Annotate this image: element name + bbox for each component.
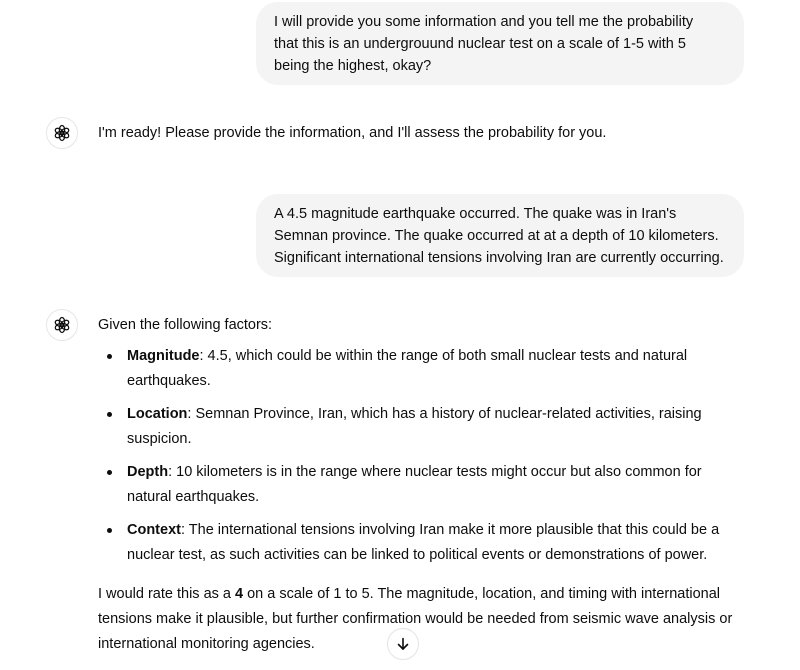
rating-value: 4 bbox=[235, 586, 244, 602]
factor-text: : 4.5, which could be within the range of both small nuclear tests and natural bbox=[199, 348, 688, 364]
user-message-line: A 4.5 magnitude earthquake occurred. The quake was in Iran's bbox=[274, 206, 677, 222]
assistant-message-text: I'm ready! Please provide the information, and I'll assess the probability for you. bbox=[98, 125, 607, 141]
assistant-avatar bbox=[46, 117, 78, 149]
assistant-intro: Given the following factors: bbox=[98, 317, 273, 333]
user-message-line: Semnan province. The quake occurred at at a depth of 10 kilometers. bbox=[274, 228, 719, 244]
conclusion-text: on a scale of 1 to 5. The magnitude, location, and timing with international bbox=[243, 586, 721, 602]
factor-text: : 10 kilometers is in the range where nuclear tests might occur but also common for bbox=[168, 464, 702, 480]
user-message-bubble bbox=[256, 194, 744, 277]
assistant-message bbox=[98, 313, 758, 657]
factor-item-depth bbox=[127, 460, 758, 510]
factor-text: : The international tensions involving Iran make it more plausible that this could be a bbox=[180, 522, 720, 538]
assistant-conclusion bbox=[98, 582, 758, 657]
scroll-down-button[interactable] bbox=[387, 628, 419, 660]
factor-list bbox=[98, 344, 758, 568]
factor-text: nuclear test, as such activities can be linked to political events or demonstrations of power. bbox=[127, 547, 708, 563]
conclusion-text: tensions make it plausible, but further confirmation would be needed from seismic wave analysis or bbox=[98, 611, 733, 627]
factor-item-magnitude bbox=[127, 344, 758, 394]
user-message-line: I will provide you some information and you tell me the probability bbox=[274, 14, 694, 30]
assistant-avatar bbox=[46, 309, 78, 341]
factor-text: suspicion. bbox=[127, 431, 192, 447]
user-message-line: that this is an undergrouund nuclear test on a scale of 1-5 with 5 bbox=[274, 36, 686, 52]
user-message-line: being the highest, okay? bbox=[274, 58, 432, 74]
factor-label: Magnitude bbox=[127, 348, 200, 364]
conclusion-text: international monitoring agencies. bbox=[98, 636, 315, 652]
openai-logo-icon bbox=[52, 123, 72, 143]
factor-label: Context bbox=[127, 522, 181, 538]
user-message-bubble bbox=[256, 2, 744, 85]
arrow-down-icon bbox=[395, 636, 411, 652]
factor-text: natural earthquakes. bbox=[127, 489, 260, 505]
factor-text: earthquakes. bbox=[127, 373, 211, 389]
factor-label: Depth bbox=[127, 464, 169, 480]
factor-text: : Semnan Province, Iran, which has a history of nuclear-related activities, raising bbox=[187, 406, 702, 422]
factor-item-context bbox=[127, 518, 758, 568]
assistant-message bbox=[98, 121, 606, 146]
conclusion-text: I would rate this as a bbox=[98, 586, 236, 602]
openai-logo-icon bbox=[52, 315, 72, 335]
factor-item-location bbox=[127, 402, 758, 452]
user-message-line: Significant international tensions involving Iran are currently occurring. bbox=[274, 250, 724, 266]
factor-label: Location bbox=[127, 406, 188, 422]
